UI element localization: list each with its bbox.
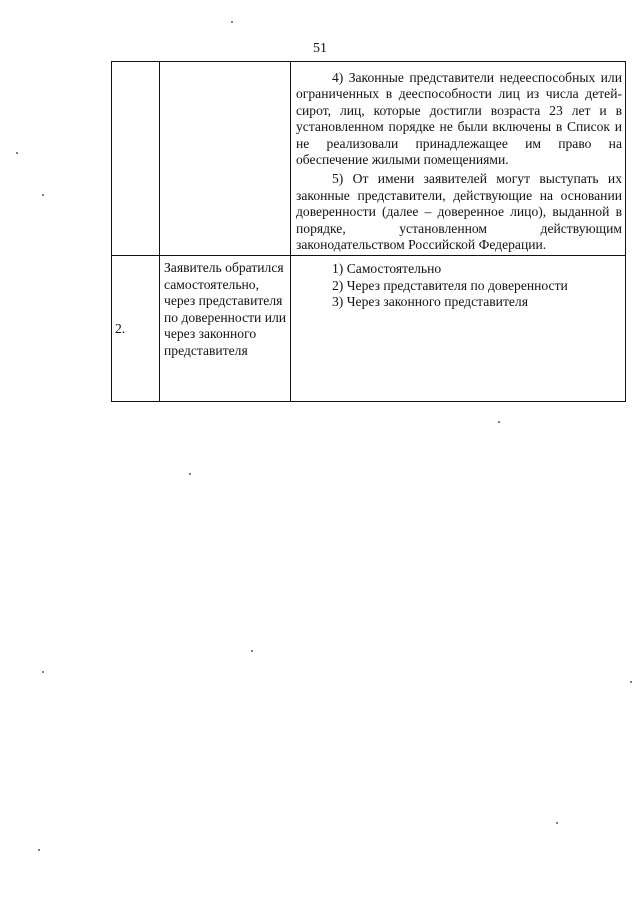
condition-cell	[160, 62, 291, 256]
scan-speck	[189, 473, 191, 475]
paragraph-item-4: 4) Законные представители недееспособных или ограниченных в дееспособности лиц из числа детей-сирот, лиц, которые достигли возраста 23 лет и в установленном порядке не были включены в Список и не реализовали принадлежащее им право на обеспечение жилыми помещениями.	[296, 70, 622, 168]
page-number: 51	[313, 41, 327, 56]
option-item: 1) Самостоятельно	[332, 261, 442, 277]
row-number-cell	[112, 62, 160, 256]
condition-cell: Заявитель обратился самостоятельно, через представителя по доверенности или через законного представителя	[160, 256, 291, 402]
scan-speck	[498, 421, 500, 423]
row-number-cell: 2.	[112, 256, 160, 402]
table-row	[112, 256, 626, 402]
scan-speck	[231, 21, 233, 23]
option-item: 3) Через законного представителя	[332, 294, 528, 310]
description-cell	[291, 62, 626, 256]
scan-speck	[556, 822, 558, 824]
document-table	[111, 61, 626, 402]
table-row	[112, 62, 626, 256]
scan-speck	[42, 194, 44, 196]
scan-speck	[42, 671, 44, 673]
options-cell	[291, 256, 626, 402]
scan-speck	[630, 681, 632, 683]
scan-speck	[16, 152, 18, 154]
paragraph-item-5: 5) От имени заявителей могут выступать их законные представители, действующие на основании доверенности (далее – доверенное лицо), выданной в порядке, установленном действующим законодательством Российской Федерации.	[296, 171, 622, 253]
scan-speck	[38, 849, 40, 851]
option-item: 2) Через представителя по доверенности	[332, 277, 568, 293]
scan-speck	[251, 650, 253, 652]
